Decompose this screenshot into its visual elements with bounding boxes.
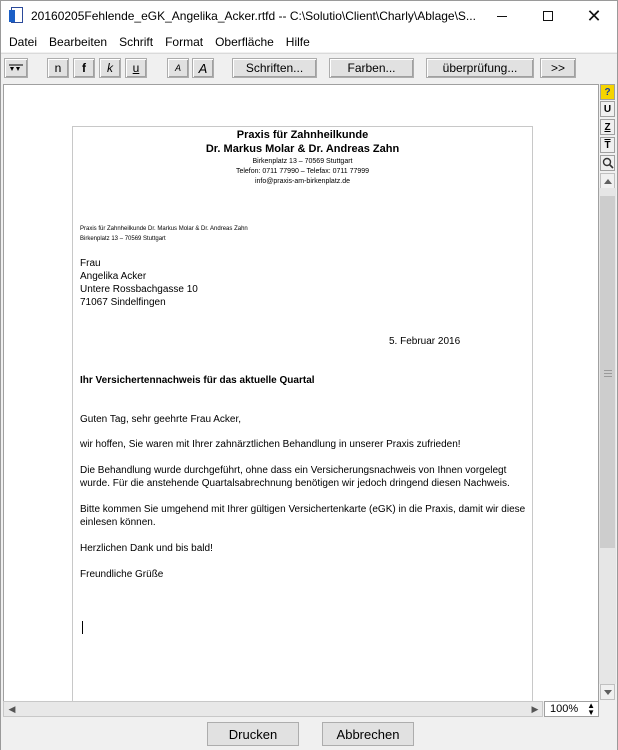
- document-area[interactable]: [3, 84, 599, 702]
- paragraph-2-line-1: Die Behandlung wurde durchgeführt, ohne dass ein Versicherungsnachweis von Ihnen vorgelegt: [80, 465, 507, 476]
- menu-format[interactable]: Format: [165, 34, 204, 49]
- recipient-line: Angelika Acker: [80, 271, 147, 282]
- vertical-scrollbar: [599, 84, 616, 702]
- arrow-up-icon: [604, 179, 612, 184]
- scroll-up-button[interactable]: [600, 173, 615, 189]
- scroll-down-button[interactable]: [600, 684, 615, 700]
- minimize-button[interactable]: [479, 1, 525, 31]
- italic-button[interactable]: k: [99, 58, 121, 78]
- text-cursor: [82, 621, 83, 634]
- zoom-spinner-icon[interactable]: ▲ ▼: [587, 701, 595, 717]
- menu-hilfe[interactable]: Hilfe: [285, 34, 310, 49]
- zoom-value: 100%: [550, 703, 579, 715]
- sender-line-2: Birkenplatz 13 – 70569 Stuttgart: [80, 236, 166, 242]
- menu-bar: [1, 31, 617, 52]
- more-tools-button[interactable]: >>: [540, 58, 576, 78]
- maximize-button[interactable]: [525, 1, 571, 31]
- dialog-buttons: [1, 718, 617, 750]
- paragraph-1: wir hoffen, Sie waren mit Ihrer zahnärztlichen Behandlung in unserer Praxis zufrieden!: [80, 439, 461, 450]
- spellcheck-button[interactable]: überprüfung...: [426, 58, 534, 78]
- magnifier-icon[interactable]: [600, 155, 615, 171]
- colors-button[interactable]: Farben...: [329, 58, 414, 78]
- font-larger-button[interactable]: A: [192, 58, 214, 78]
- horizontal-scroll-track[interactable]: [3, 701, 543, 717]
- letter-closing: Freundliche Grüße: [80, 569, 164, 580]
- normal-style-button[interactable]: n: [47, 58, 69, 78]
- scroll-left-icon[interactable]: ◀: [8, 703, 16, 714]
- letterhead-phone: Telefon: 0711 77990 – Telefax: 0711 77999: [235, 168, 370, 175]
- font-smaller-button[interactable]: A: [167, 58, 189, 78]
- letterhead-names: Dr. Markus Molar & Dr. Andreas Zahn: [205, 143, 400, 155]
- menu-schrift[interactable]: Schrift: [119, 34, 154, 49]
- close-button[interactable]: ✕: [586, 5, 602, 26]
- app-document-icon: [9, 7, 25, 25]
- ruler-tabs-button[interactable]: [4, 58, 28, 78]
- recipient-line: Frau: [80, 258, 101, 269]
- recipient-line: Untere Rossbachgasse 10: [80, 284, 198, 295]
- tab-stops-icon: [8, 63, 24, 73]
- help-icon[interactable]: ?: [600, 84, 615, 100]
- letterhead-email: info@praxis-am-birkenplatz.de: [254, 178, 351, 185]
- letterhead-address: Birkenplatz 13 – 70569 Stuttgart: [252, 158, 353, 165]
- letter-page[interactable]: [72, 126, 533, 702]
- menu-bearbeiten[interactable]: Bearbeiten: [49, 34, 108, 49]
- paragraph-3-line-1: Bitte kommen Sie umgehend mit Ihrer gültigen Versichertenkarte (eGK) in die Praxis, damit wir diese: [80, 504, 526, 515]
- scroll-thumb[interactable]: [600, 196, 615, 548]
- letter-subject: Ihr Versichertennachweis für das aktuelle Quartal: [80, 375, 315, 386]
- letter-date: 5. Februar 2016: [389, 336, 461, 347]
- scroll-right-icon[interactable]: ▶: [531, 703, 539, 714]
- scroll-track[interactable]: [599, 188, 616, 684]
- side-tool-u[interactable]: U: [600, 101, 615, 117]
- menu-oberflaeche[interactable]: Oberfläche: [215, 34, 274, 49]
- paragraph-3-line-2: einlesen können.: [80, 517, 156, 528]
- letterhead-title: Praxis für Zahnheilkunde: [236, 129, 369, 141]
- menu-datei[interactable]: Datei: [9, 34, 38, 49]
- sender-line-1: Praxis für Zahnheilkunde Dr. Markus Molar & Dr. Andreas Zahn: [80, 226, 248, 232]
- fonts-button[interactable]: Schriften...: [232, 58, 317, 78]
- cancel-button[interactable]: Abbrechen: [322, 722, 414, 746]
- print-button[interactable]: Drucken: [207, 722, 299, 746]
- arrow-down-icon: [604, 690, 612, 695]
- title-bar: [1, 1, 617, 31]
- recipient-line: 71067 Sindelfingen: [80, 297, 166, 308]
- side-tool-t[interactable]: $\overline{T}$: [600, 137, 615, 153]
- underline-button[interactable]: u: [125, 58, 147, 78]
- zoom-select[interactable]: [544, 701, 599, 717]
- side-tool-z[interactable]: Z: [600, 119, 615, 135]
- bold-button[interactable]: f: [73, 58, 95, 78]
- paragraph-2-line-2: wurde. Für die anstehende Quartalsabrechnung benötigen wir jedoch dringend diesen Nachweis.: [80, 478, 510, 489]
- window-title: 20160205Fehlende_eGK_Angelika_Acker.rtfd -- C:\Solutio\Client\Charly\Ablage\S...: [31, 9, 476, 23]
- format-toolbar: [1, 53, 617, 81]
- letter-salutation: Guten Tag, sehr geehrte Frau Acker,: [80, 414, 242, 425]
- paragraph-4: Herzlichen Dank und bis bald!: [80, 543, 213, 554]
- horizontal-scrollbar: [3, 701, 617, 718]
